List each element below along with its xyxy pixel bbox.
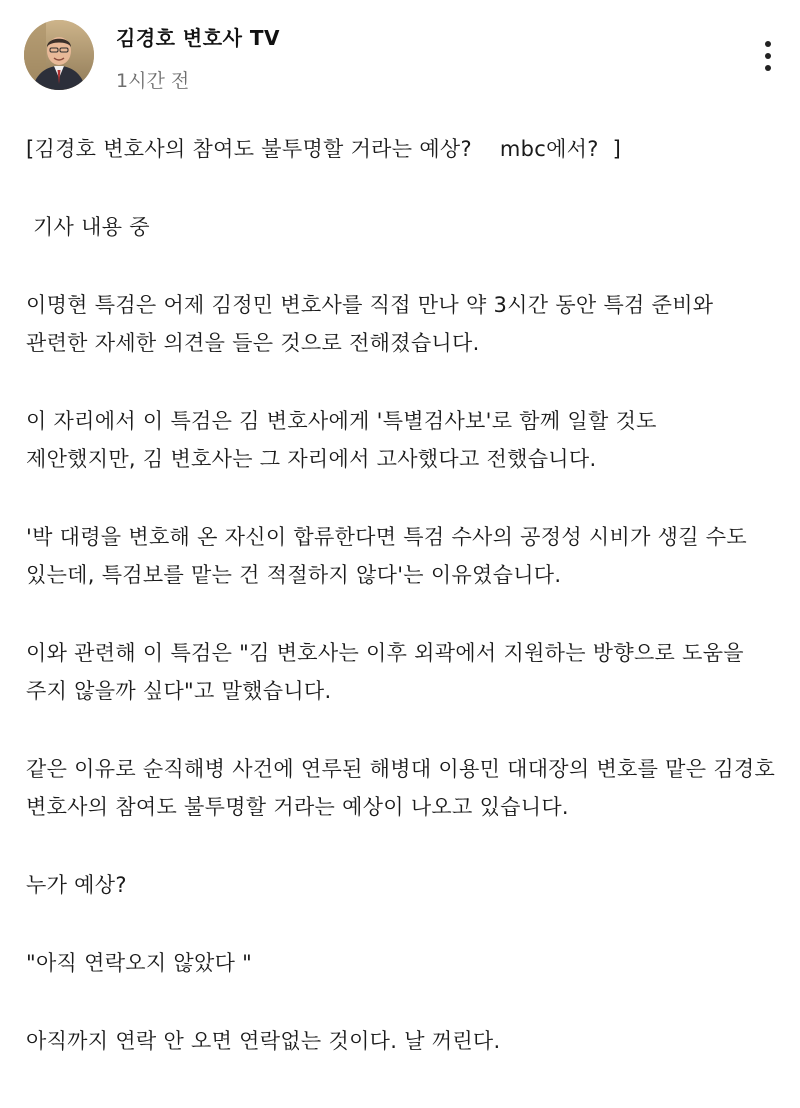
- post-header: [0, 0, 800, 110]
- spacer: [26, 904, 786, 944]
- spacer: [26, 168, 786, 208]
- post-paragraph: 있는데, 특검보를 맡는 건 적절하지 않다'는 이유였습니다.: [26, 563, 562, 587]
- post-paragraph: 이 자리에서 이 특검은 김 변호사에게 '특별검사보'로 함께 일할 것도: [26, 409, 657, 433]
- spacer: [26, 982, 786, 1022]
- post-title-line: [김경호 변호사의 참여도 불투명할 거라는 예상? mbc에서? ]: [26, 137, 622, 161]
- more-vertical-icon-dot: [765, 53, 771, 59]
- post-paragraph: 아직까지 연락 안 오면 연락없는 것이다. 날 꺼린다.: [26, 1029, 501, 1053]
- post-paragraph: 제안했지만, 김 변호사는 그 자리에서 고사했다고 전했습니다.: [26, 447, 597, 471]
- post-paragraph: 변호사의 참여도 불투명할 거라는 예상이 나오고 있습니다.: [26, 795, 569, 819]
- spacer: [26, 478, 786, 518]
- post-paragraph: 관련한 자세한 의견을 들은 것으로 전해졌습니다.: [26, 331, 480, 355]
- post-paragraph: 주지 않을까 싶다"고 말했습니다.: [26, 679, 332, 703]
- post-paragraph: 기사 내용 중: [26, 215, 150, 239]
- spacer: [26, 362, 786, 402]
- post-paragraph: 이와 관련해 이 특검은 "김 변호사는 이후 외곽에서 지원하는 방향으로 도움을: [26, 641, 744, 665]
- post-paragraph: '박 대령을 변호해 온 자신이 합류한다면 특검 수사의 공정성 시비가 생길 수도: [26, 525, 747, 549]
- spacer: [26, 246, 786, 286]
- post-paragraph: 같은 이유로 순직해병 사건에 연루된 해병대 이용민 대대장의 변호를 맡은 김경호: [26, 757, 776, 781]
- channel-avatar[interactable]: [24, 20, 94, 90]
- spacer: [26, 594, 786, 634]
- more-vertical-icon: [765, 41, 771, 47]
- post-paragraph: 이명현 특검은 어제 김정민 변호사를 직접 만나 약 3시간 동안 특검 준비와: [26, 293, 714, 317]
- post-body: [26, 130, 786, 1060]
- spacer: [26, 710, 786, 750]
- post-paragraph: 누가 예상?: [26, 873, 127, 897]
- spacer: [26, 826, 786, 866]
- post-paragraph: "아직 연락오지 않았다 ": [26, 951, 253, 975]
- channel-name[interactable]: 김경호 변호사 TV: [116, 26, 280, 50]
- more-options-button[interactable]: [752, 38, 786, 74]
- post-timestamp: 1시간 전: [116, 70, 190, 92]
- more-vertical-icon-dot: [765, 65, 771, 71]
- avatar-image: [24, 20, 94, 90]
